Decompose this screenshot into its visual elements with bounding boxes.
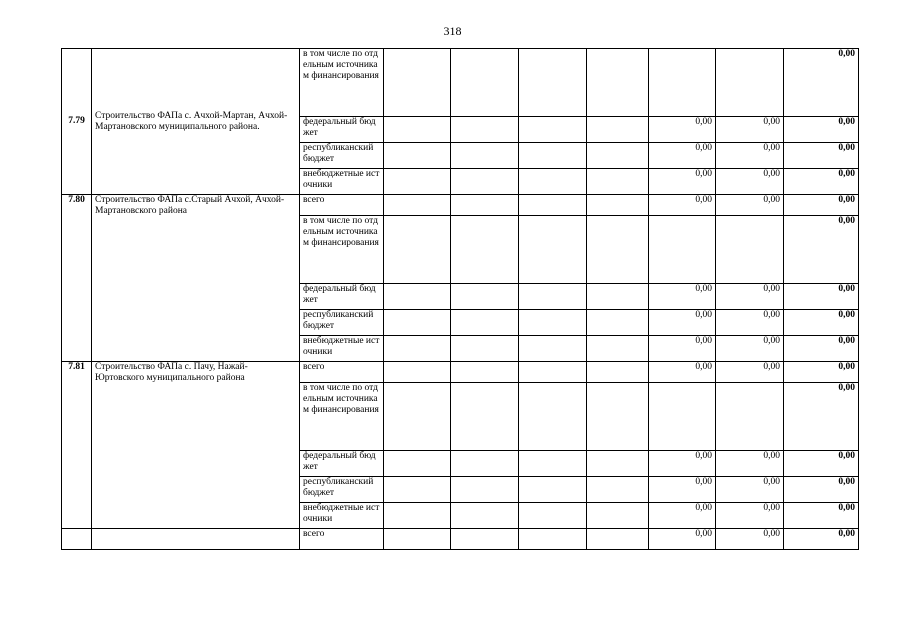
empty-cell	[384, 195, 451, 216]
total-value-cell: 0,00	[784, 336, 859, 362]
empty-cell	[587, 195, 649, 216]
value-cell: 0,00	[649, 143, 716, 169]
value-cell: 0,00	[649, 503, 716, 529]
table-row	[62, 195, 859, 216]
value-cell: 0,00	[716, 169, 784, 195]
value-cell: 0,00	[649, 362, 716, 383]
empty-cell	[587, 216, 649, 284]
value-cell: 0,00	[716, 117, 784, 143]
empty-cell	[519, 336, 587, 362]
empty-cell	[519, 284, 587, 310]
empty-cell	[384, 383, 451, 451]
total-value-cell: 0,00	[784, 503, 859, 529]
empty-cell	[519, 310, 587, 336]
source-cell: внебюджетные источники	[300, 503, 384, 529]
empty-cell	[384, 529, 451, 550]
empty-cell	[587, 49, 649, 117]
source-cell: внебюджетные источники	[300, 169, 384, 195]
table-row	[62, 362, 859, 383]
value-cell: 0,00	[716, 451, 784, 477]
total-value-cell: 0,00	[784, 451, 859, 477]
source-cell: всего	[300, 529, 384, 550]
empty-cell	[519, 362, 587, 383]
project-name	[92, 49, 300, 195]
total-value-cell: 0,00	[784, 310, 859, 336]
total-value-cell: 0,00	[784, 195, 859, 216]
value-cell: 0,00	[716, 195, 784, 216]
empty-cell	[587, 529, 649, 550]
empty-cell	[92, 529, 300, 550]
value-cell: 0,00	[649, 529, 716, 550]
total-value-cell: 0,00	[784, 143, 859, 169]
empty-cell	[587, 284, 649, 310]
value-cell: 0,00	[649, 451, 716, 477]
project-name-text: Строительство ФАПа с.Старый Ачхой, Ачхой-Мартановского района	[95, 195, 285, 216]
empty-cell	[587, 362, 649, 383]
empty-cell	[519, 117, 587, 143]
source-cell: внебюджетные источники	[300, 336, 384, 362]
source-cell: в том числе по отдельным источникам финансирования	[300, 383, 384, 451]
source-cell: республиканский бюджет	[300, 477, 384, 503]
value-cell: 0,00	[716, 143, 784, 169]
empty-cell	[587, 336, 649, 362]
empty-cell	[649, 383, 716, 451]
total-value-cell: 0,00	[784, 284, 859, 310]
empty-cell	[587, 117, 649, 143]
source-cell: республиканский бюджет	[300, 310, 384, 336]
empty-cell	[384, 49, 451, 117]
empty-cell	[384, 503, 451, 529]
empty-cell	[451, 143, 519, 169]
item-number-text: 7.79	[68, 116, 85, 126]
total-value-cell: 0,00	[784, 49, 859, 117]
project-name-text: Строительство ФАПа с. Ачхой-Мартан, Ачхой-Мартановского муниципального района.	[95, 110, 288, 132]
empty-cell	[519, 529, 587, 550]
empty-cell	[384, 310, 451, 336]
total-value-cell: 0,00	[784, 169, 859, 195]
empty-cell	[519, 49, 587, 117]
empty-cell	[519, 143, 587, 169]
empty-cell	[716, 216, 784, 284]
empty-cell	[384, 336, 451, 362]
empty-cell	[451, 529, 519, 550]
empty-cell	[451, 49, 519, 117]
value-cell: 0,00	[716, 336, 784, 362]
empty-cell	[451, 477, 519, 503]
value-cell: 0,00	[649, 117, 716, 143]
total-value-cell: 0,00	[784, 477, 859, 503]
total-value-cell: 0,00	[784, 529, 859, 550]
empty-cell	[519, 477, 587, 503]
empty-cell	[587, 169, 649, 195]
item-number-text: 7.80	[68, 195, 85, 205]
item-number	[62, 362, 92, 529]
value-cell: 0,00	[716, 362, 784, 383]
source-cell: всего	[300, 362, 384, 383]
page-number: 318	[443, 24, 462, 38]
empty-cell	[384, 169, 451, 195]
empty-cell	[649, 49, 716, 117]
total-value-cell: 0,00	[784, 362, 859, 383]
empty-cell	[587, 383, 649, 451]
total-value-cell: 0,00	[784, 383, 859, 451]
empty-cell	[716, 383, 784, 451]
value-cell: 0,00	[649, 336, 716, 362]
value-cell: 0,00	[716, 503, 784, 529]
empty-cell	[451, 451, 519, 477]
empty-cell	[519, 169, 587, 195]
empty-cell	[384, 284, 451, 310]
empty-cell	[519, 216, 587, 284]
empty-cell	[451, 310, 519, 336]
empty-cell	[384, 117, 451, 143]
value-cell: 0,00	[649, 284, 716, 310]
empty-cell	[451, 117, 519, 143]
empty-cell	[519, 383, 587, 451]
budget-table	[61, 48, 859, 550]
empty-cell	[587, 477, 649, 503]
empty-cell	[384, 216, 451, 284]
source-cell: всего	[300, 195, 384, 216]
table-row	[62, 529, 859, 550]
empty-cell	[451, 336, 519, 362]
value-cell: 0,00	[649, 169, 716, 195]
source-cell: федеральный бюджет	[300, 284, 384, 310]
project-name	[92, 362, 300, 529]
value-cell: 0,00	[649, 477, 716, 503]
empty-cell	[384, 143, 451, 169]
empty-cell	[587, 310, 649, 336]
table-row	[62, 49, 859, 117]
empty-cell	[451, 383, 519, 451]
empty-cell	[451, 503, 519, 529]
source-cell: федеральный бюджет	[300, 451, 384, 477]
project-name	[92, 195, 300, 362]
value-cell: 0,00	[649, 195, 716, 216]
value-cell: 0,00	[716, 284, 784, 310]
item-number	[62, 49, 92, 195]
empty-cell	[384, 362, 451, 383]
total-value-cell: 0,00	[784, 117, 859, 143]
empty-cell	[451, 216, 519, 284]
item-number-text: 7.81	[68, 362, 85, 372]
source-cell: республиканский бюджет	[300, 143, 384, 169]
value-cell: 0,00	[716, 310, 784, 336]
empty-cell	[384, 451, 451, 477]
total-value-cell: 0,00	[784, 216, 859, 284]
empty-cell	[62, 529, 92, 550]
empty-cell	[451, 195, 519, 216]
empty-cell	[519, 503, 587, 529]
empty-cell	[716, 49, 784, 117]
source-cell: в том числе по отдельным источникам финансирования	[300, 216, 384, 284]
empty-cell	[587, 503, 649, 529]
source-cell: федеральный бюджет	[300, 117, 384, 143]
empty-cell	[451, 284, 519, 310]
empty-cell	[519, 195, 587, 216]
item-number	[62, 195, 92, 362]
empty-cell	[649, 216, 716, 284]
empty-cell	[451, 362, 519, 383]
source-cell: в том числе по отдельным источникам финансирования	[300, 49, 384, 117]
empty-cell	[519, 451, 587, 477]
empty-cell	[451, 169, 519, 195]
empty-cell	[587, 143, 649, 169]
empty-cell	[587, 451, 649, 477]
value-cell: 0,00	[716, 477, 784, 503]
value-cell: 0,00	[649, 310, 716, 336]
project-name-text: Строительство ФАПа с. Пачу, Нажай-Юртовского муниципального района	[95, 362, 248, 383]
value-cell: 0,00	[716, 529, 784, 550]
empty-cell	[384, 477, 451, 503]
